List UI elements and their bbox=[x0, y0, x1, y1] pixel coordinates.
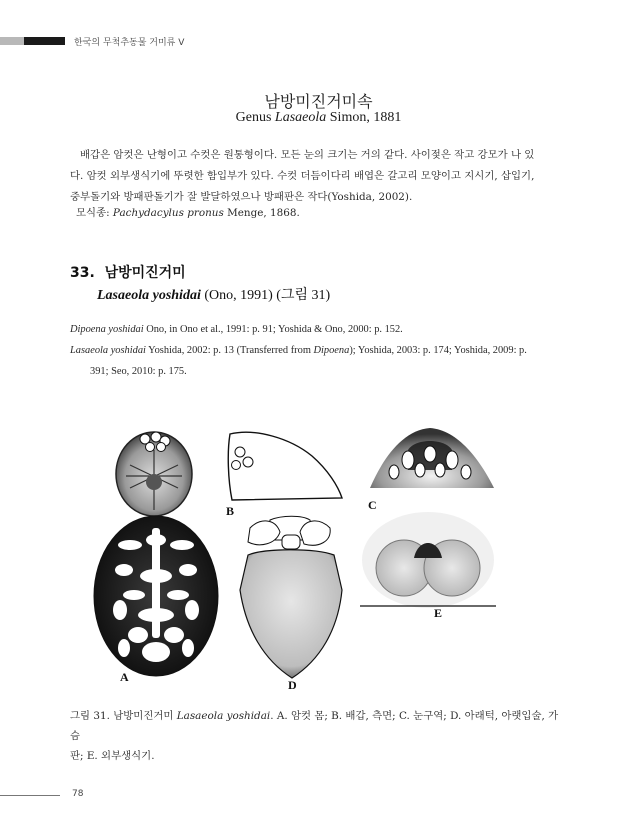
type-species: 모식종: Pachydacylus pronus Menge, 1868. bbox=[76, 207, 300, 219]
description-line-2: 다. 암컷 외부생식기에 뚜렷한 함입부가 있다. 수컷 더듬이다리 배엽은 갈고리 모양이고 지시기, 삽입기, bbox=[70, 170, 535, 182]
description-line-1: 배갑은 암컷은 난형이고 수컷은 원통형이다. 모든 눈의 크기는 거의 같다. 사이젖은 작고 강모가 나 있 bbox=[80, 149, 535, 161]
running-title: 한국의 무척추동물 거미류 V bbox=[74, 38, 185, 48]
page-number: 78 bbox=[72, 789, 84, 799]
genus-author: Simon, 1881 bbox=[326, 110, 402, 125]
header-bar-black bbox=[24, 37, 65, 45]
genus-description bbox=[70, 145, 566, 208]
genus-latin: Lasaeola bbox=[274, 110, 327, 125]
species-korean-name: 남방미진거미 bbox=[104, 265, 186, 281]
header-bar-gray bbox=[0, 37, 24, 45]
figure-b-carapace-lateral bbox=[228, 432, 342, 500]
genus-prefix: Genus bbox=[235, 110, 275, 125]
species-author: (Ono, 1991) (그림 31) bbox=[200, 288, 331, 303]
figure-31 bbox=[90, 420, 530, 695]
species-latin: Lasaeola yoshidai bbox=[97, 288, 201, 303]
figure-label-a: A bbox=[120, 670, 129, 684]
species-heading bbox=[70, 262, 186, 282]
synonymy-entry-1: Dipoena yoshidai Ono, in Ono et al., 1991: p. 91; Yoshida & Ono, 2000: p. 152. bbox=[70, 324, 403, 335]
genus-korean-name: 남방미진거미속 bbox=[264, 92, 373, 111]
description-line-3: 중부돌기와 방패판돌기가 잘 발달하였으나 방패판은 작다(Yoshida, 2002). bbox=[70, 191, 413, 203]
figure-label-c: C bbox=[368, 498, 377, 512]
species-latin-heading bbox=[97, 284, 330, 304]
genus-latin-heading bbox=[0, 110, 637, 126]
figure-d-sternum bbox=[240, 516, 342, 678]
figure-label-d: D bbox=[288, 678, 297, 692]
figure-illustration bbox=[90, 420, 530, 695]
figure-label-b: B bbox=[226, 504, 235, 518]
figure-e-epigyne bbox=[360, 512, 496, 608]
species-number: 33. bbox=[70, 265, 95, 281]
figure-a-female-body bbox=[94, 432, 218, 676]
footer-rule bbox=[0, 795, 60, 796]
figure-caption: 그림 31. 남방미진거미 Lasaeola yoshidai. A. 암컷 몸; B. 배갑, 측면; C. 눈구역; D. 아래턱, 아랫입술, 가슴 판; E. 외부생식기. bbox=[70, 710, 559, 762]
figure-label-e: E bbox=[434, 606, 443, 620]
figure-c-eye-area bbox=[370, 428, 494, 488]
synonymy-entry-2: Lasaeola yoshidai Yoshida, 2002: p. 13 (Transferred from Dipoena); Yoshida, 2003: p. 174; Yoshida, 2009: p. 391; Seo, 2010: p. 175. bbox=[70, 345, 527, 377]
